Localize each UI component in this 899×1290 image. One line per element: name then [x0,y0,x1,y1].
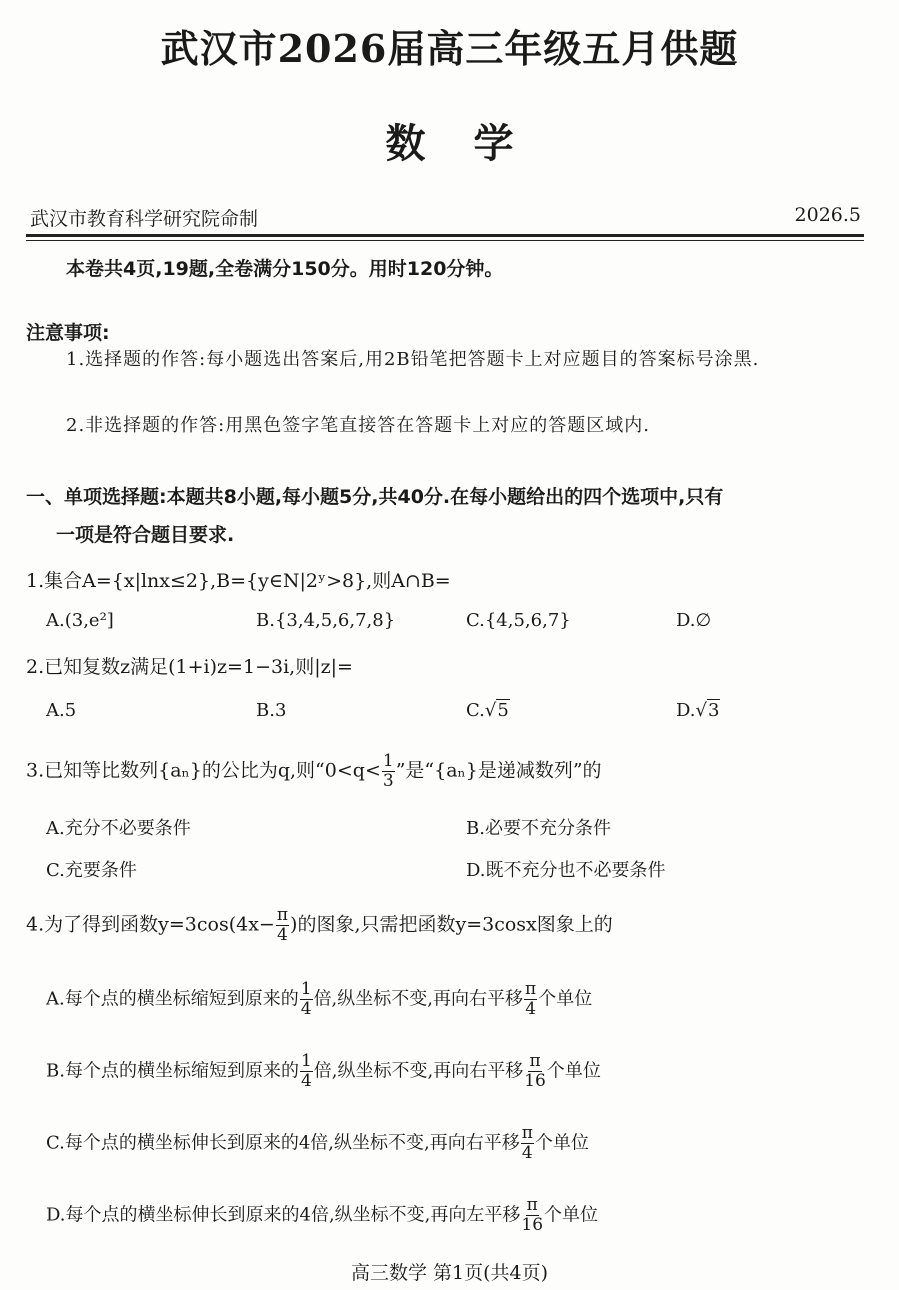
fraction [524,980,537,1019]
question-4-option-a [46,980,592,1019]
option-c-prefix: C.√ [466,700,497,721]
question-4-option-c [46,1124,589,1163]
fraction-denominator: 4 [277,925,288,945]
header-rule-thick [26,234,864,237]
fraction [300,1052,313,1091]
fraction-denominator: 4 [521,1143,533,1163]
subject-heading [0,112,899,169]
fraction [300,980,313,1019]
question-2-option-b: B.3 [256,700,287,721]
fraction-denominator: 3 [382,771,394,791]
question-2-option-c [466,700,510,721]
fraction-denominator: 4 [300,999,312,1019]
question-1-option-b: B.{3,4,5,6,7,8} [256,610,396,631]
option-text: D.每个点的横坐标伸长到原来的4倍,纵坐标不变,再向左平移 [46,1204,521,1226]
question-4-option-d [46,1196,598,1235]
fraction-numerator: π [276,905,289,925]
fraction-numerator: π [529,1051,541,1071]
question-1-option-c: C.{4,5,6,7} [466,610,571,631]
note-item-2-text: 2.非选择题的作答:用黑色签字笔直接答在答题卡上对应的答题区域内. [66,415,650,436]
fraction [524,1052,546,1091]
fraction [276,906,289,945]
option-text: 个单位 [538,988,593,1010]
question-1-option-d: D.∅ [676,610,712,631]
option-text: 倍,纵坐标不变,再向右平移 [313,1060,524,1082]
fraction [382,752,395,791]
question-3-option-d: D.既不充分也不必要条件 [466,860,666,881]
fraction-numerator: π [525,979,537,999]
question-2-option-a: A.5 [46,700,77,721]
fraction-numerator: 1 [382,751,394,771]
question-3-stem [26,752,602,791]
question-2-stem: 2.已知复数z满足(1+i)z=1−3i,则|z|= [26,656,353,678]
question-4-option-b [46,1052,601,1091]
note-item-1-text: 1.选择题的作答:每小题选出答案后,用2B铅笔把答题卡上对应题目的答案标号涂黑. [66,349,760,370]
fraction-denominator: 16 [524,1071,546,1091]
option-text: B.每个点的横坐标缩短到原来的 [46,1060,299,1082]
page-footer: 高三数学 第1页(共4页) [350,1262,549,1284]
option-text: A.每个点的横坐标缩短到原来的 [46,988,299,1010]
fraction-numerator: π [521,1123,533,1143]
sqrt-radicand: 5 [497,700,509,721]
option-text: C.每个点的横坐标伸长到原来的4倍,纵坐标不变,再向右平移 [46,1132,520,1154]
notes-heading: 注意事项: [26,322,110,344]
option-text: 个单位 [544,1204,599,1226]
question-3-option-a: A.充分不必要条件 [46,818,191,839]
fraction-numerator: 1 [300,1051,312,1071]
note-item-1 [26,344,866,376]
question-3-stem-post: ”是“{aₙ}是递减数列”的 [395,759,602,782]
subject-char-2: 学 [473,120,514,167]
fraction-numerator: π [526,1195,538,1215]
note-item-2 [26,410,866,442]
fraction-denominator: 16 [521,1215,544,1235]
section-heading-line2: 一项是符合题目要求. [56,524,235,546]
option-text: 个单位 [534,1132,589,1154]
question-1-stem: 1.集合A={x|lnx≤2},B={y∈N|2ʸ>8},则A∩B= [26,570,451,592]
issuer-line: 武汉市教育科学研究院命制 [30,208,259,230]
fraction [521,1124,534,1163]
question-2-option-d [676,700,720,721]
question-3-stem-pre: 3.已知等比数列{aₙ}的公比为q,则“0<q< [26,759,381,782]
fraction-denominator: 4 [300,1071,312,1091]
section-heading [26,478,876,554]
subject-char-1: 数 [385,120,426,167]
fraction-numerator: 1 [300,979,312,999]
option-d-prefix: D.√ [676,700,707,721]
fraction-denominator: 4 [525,999,537,1019]
section-heading-line1: 一、单项选择题:本题共8小题,每小题5分,共40分.在每小题给出的四个选项中,只有 [26,486,724,508]
exam-title: 武汉市2026届高三年级五月供题 [160,26,739,71]
header-rule-thin [26,240,864,241]
question-3-option-c: C.充要条件 [46,860,137,881]
question-4-stem-pre: 4.为了得到函数y=3cos(4x− [26,913,275,936]
fraction [521,1196,543,1235]
question-4-stem [26,906,613,945]
exam-date: 2026.5 [794,204,861,226]
option-text: 倍,纵坐标不变,再向右平移 [313,988,524,1010]
sqrt-radicand: 3 [707,700,720,721]
option-text: 个单位 [546,1060,601,1082]
question-3-option-b: B.必要不充分条件 [466,818,611,839]
exam-info: 本卷共4页,19题,全卷满分150分。用时120分钟。 [66,258,504,280]
question-1-option-a: A.(3,e²] [46,610,114,631]
question-4-stem-post: )的图象,只需把函数y=3cosx图象上的 [290,913,613,936]
